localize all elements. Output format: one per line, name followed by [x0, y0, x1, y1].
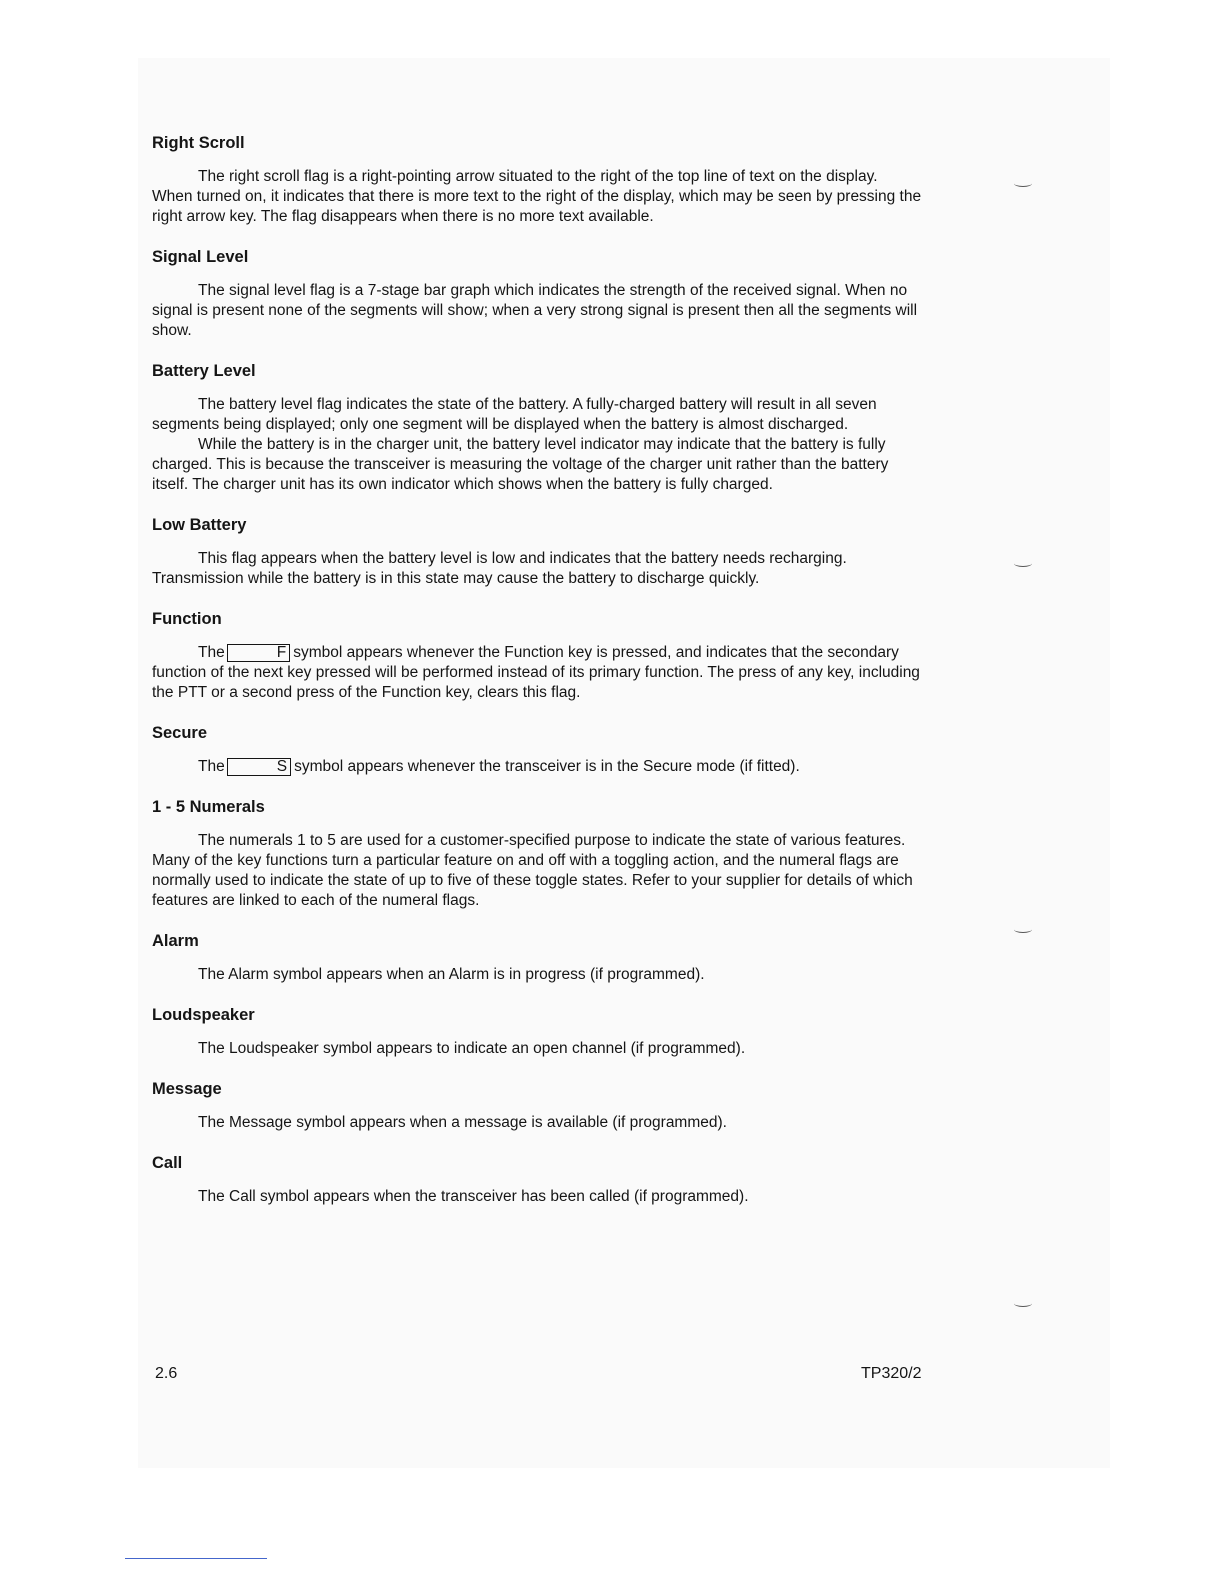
section-loudspeaker: [152, 1005, 922, 1059]
section-heading: Secure: [152, 724, 208, 742]
section-message: [152, 1079, 922, 1133]
section-function: [152, 609, 922, 703]
section-paragraph: This flag appears when the battery level is low and indicates that the battery needs recharging. Transmission while the battery is in this state may cause the battery to discharge quickly.: [152, 550, 847, 587]
binder-mark: [1014, 926, 1032, 933]
binder-mark: [1014, 180, 1032, 187]
section-paragraph: The Alarm symbol appears when an Alarm is in progress (if programmed).: [198, 966, 705, 983]
section-heading: Signal Level: [152, 248, 249, 266]
section-heading: Alarm: [152, 932, 199, 950]
binder-mark: [1014, 1300, 1032, 1307]
section-paragraph: [152, 643, 922, 703]
paragraph-lead: The: [198, 758, 225, 775]
document-body: [152, 133, 922, 1207]
function-key-symbol: F: [227, 644, 290, 662]
section-paragraph: The Message symbol appears when a message is available (if programmed).: [198, 1114, 727, 1131]
section-heading: Battery Level: [152, 362, 256, 380]
paragraph-rest: symbol appears whenever the Function key is pressed, and indicates that the secondary function of the next key pressed will be performed instead of its primary function. The press of any key, including the PTT or a second press of the Function key, clears this flag.: [152, 644, 920, 701]
section-call: [152, 1153, 922, 1207]
section-paragraph: While the battery is in the charger unit, the battery level indicator may indicate that the battery is fully charged. This is because the transceiver is measuring the voltage of the charger unit rather than the battery itself. The charger unit has its own indicator which shows when the battery is fully charged.: [152, 436, 889, 493]
binder-mark: [1014, 560, 1032, 567]
paragraph-rest: symbol appears whenever the transceiver is in the Secure mode (if fitted).: [294, 758, 800, 775]
section-paragraph: The battery level flag indicates the state of the battery. A fully-charged battery will result in all seven segments being displayed; only one segment will be displayed when the battery is almost discharged.: [152, 396, 877, 433]
section-heading: 1 - 5 Numerals: [152, 798, 265, 816]
section-paragraph: The Call symbol appears when the transceiver has been called (if programmed).: [198, 1188, 749, 1205]
section-heading: Call: [152, 1154, 183, 1172]
section-paragraph: [152, 757, 922, 777]
section-heading: Low Battery: [152, 516, 247, 534]
section-paragraph: The right scroll flag is a right-pointing arrow situated to the right of the top line of text on the display. When turned on, it indicates that there is more text to the right of the display, which may be seen by pressing the right arrow key. The flag disappears when there is no more text available.: [152, 168, 922, 225]
section-paragraph: The signal level flag is a 7-stage bar graph which indicates the strength of the received signal. When no signal is present none of the segments will show; when a very strong signal is present then all the segments will show.: [152, 282, 918, 339]
document-code: TP320/2: [861, 1365, 922, 1382]
section-heading: Loudspeaker: [152, 1006, 255, 1024]
section-secure: [152, 723, 922, 777]
section-signal-level: [152, 247, 922, 341]
section-paragraph: The numerals 1 to 5 are used for a customer-specified purpose to indicate the state of various features. Many of the key functions turn a particular feature on and off with a toggling action, and the numeral flags are normally used to indicate the state of up to five of these toggle states. Refer to your supplier for details of which features are linked to each of the numeral flags.: [152, 832, 913, 909]
section-low-battery: [152, 515, 922, 589]
section-heading: Right Scroll: [152, 134, 245, 152]
section-alarm: [152, 931, 922, 985]
section-right-scroll: [152, 133, 922, 227]
secure-key-symbol: S: [227, 758, 291, 776]
section-heading: Function: [152, 610, 222, 628]
section-heading: Message: [152, 1080, 222, 1098]
paragraph-lead: The: [198, 644, 225, 661]
section-battery-level: [152, 361, 922, 495]
bottom-rule-line: [125, 1558, 267, 1559]
section-numerals: [152, 797, 922, 911]
page-number: 2.6: [155, 1365, 178, 1382]
section-paragraph: The Loudspeaker symbol appears to indicate an open channel (if programmed).: [198, 1040, 746, 1057]
